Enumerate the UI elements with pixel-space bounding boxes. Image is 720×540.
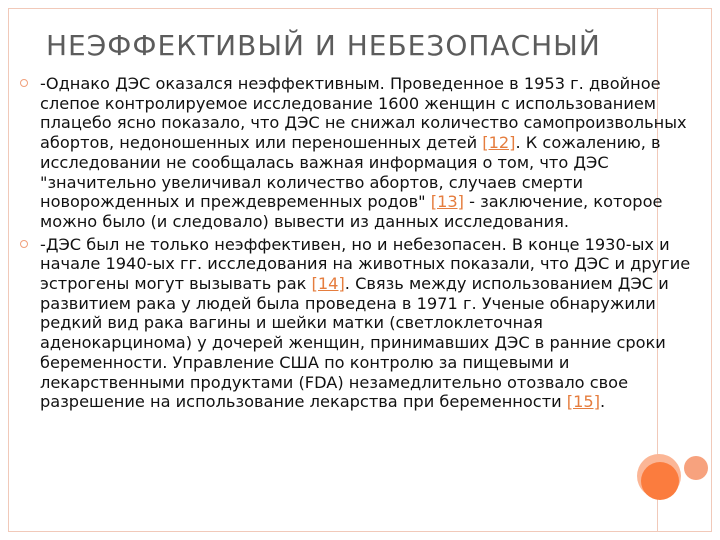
slide-body [20, 74, 692, 415]
reference-link-14[interactable]: [14] [311, 274, 345, 294]
slide-title: НЕЭФФЕКТИВЫЙ И НЕБЕЗОПАСНЫЙ [46, 29, 601, 62]
reference-link-15[interactable]: [15] [566, 392, 601, 412]
decorative-circle-small [684, 456, 708, 480]
bullet-icon [20, 79, 28, 87]
bullet-2-text-1: -ДЭС был не только неэффективен, но и небезопасен. В конце 1930-ых и начале 1940-ых гг. исследования на животных показали, что ДЭС и другие эстрогены могут вызывать рак [40, 234, 691, 294]
reference-link-13[interactable]: [13] [430, 192, 464, 212]
reference-link-12[interactable]: [12] [482, 133, 516, 153]
bullet-item-1 [20, 74, 692, 232]
bullet-item-2 [20, 235, 692, 412]
bullet-1-text-3: - заключение, которое можно было (и следовало) вывести из данных исследования. [40, 192, 663, 231]
decorative-circle-accent [641, 462, 679, 500]
bullet-icon [20, 240, 28, 248]
bullet-2-text-3: . [600, 392, 606, 412]
bullet-1-text-1: -Однако ДЭС оказался неэффективным. Проведенное в 1953 г. двойное слепое контролируемое исследование 1600 женщин с использованием плацебо ясно показало, что ДЭС не снижал количество самопроизвольных абортов, недоношенных или переношенных детей [40, 74, 687, 153]
bullet-1-text-2: . К сожалению, в исследовании не сообщалась важная информация о том, что ДЭС "значительно увеличивал количество абортов, случаев смерти новорожденных и преждевременных родов" [40, 133, 661, 212]
bullet-2-text-2: . Связь между использованием ДЭС и развитием рака у людей была проведена в 1971 г. Ученые обнаружили редкий вид рака вагины и шейки матки (светлоклеточная аденокарцинома) у дочерей женщин, принимавших ДЭС в ранние сроки беременности. Управление США по контролю за пищевыми и лекарственными продуктами (FDA) незамедлительно отозвало свое разрешение на использование лекарства при беременности [40, 274, 669, 412]
